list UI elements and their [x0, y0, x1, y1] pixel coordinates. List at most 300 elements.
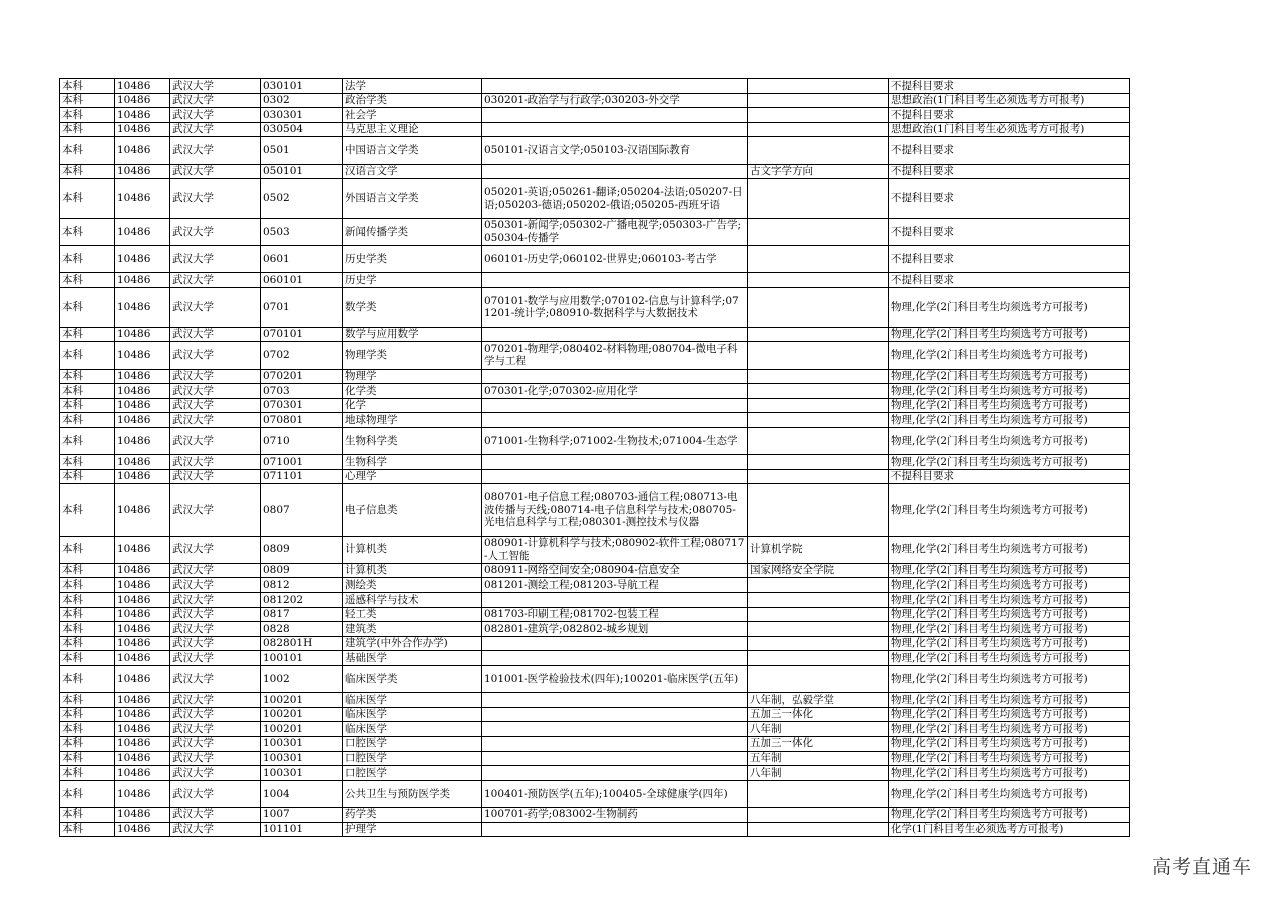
note-cell: [748, 273, 889, 288]
subject-requirement-cell: 物理,化学(2门科目考生均须选考方可报考): [889, 484, 1130, 536]
subject-requirement-cell: 物理,化学(2门科目考生均须选考方可报考): [889, 369, 1130, 384]
school-name-cell: 武汉大学: [170, 469, 261, 484]
school-code-cell: 10486: [115, 273, 170, 288]
included-majors-cell: [482, 413, 748, 428]
major-name-cell: 临床医学: [343, 693, 482, 708]
major-name-cell: 社会学: [343, 108, 482, 123]
included-majors-cell: 050101-汉语言文学;050103-汉语国际教育: [482, 137, 748, 164]
major-name-cell: 历史学: [343, 273, 482, 288]
subject-requirement-cell: 物理,化学(2门科目考生均须选考方可报考): [889, 607, 1130, 622]
table-row: [60, 780, 1130, 807]
included-majors-cell: 070201-物理学;080402-材料物理;080704-微电子科学与工程: [482, 342, 748, 369]
note-cell: [748, 484, 889, 536]
school-name-cell: 武汉大学: [170, 822, 261, 837]
subject-requirement-cell: 物理,化学(2门科目考生均须选考方可报考): [889, 563, 1130, 578]
table-row: [60, 384, 1130, 399]
major-code-cell: 070801: [261, 413, 343, 428]
table-row: [60, 413, 1130, 428]
school-code-cell: 10486: [115, 398, 170, 413]
school-code-cell: 10486: [115, 536, 170, 563]
major-name-cell: 护理学: [343, 822, 482, 837]
subject-requirement-cell: 物理,化学(2门科目考生均须选考方可报考): [889, 342, 1130, 369]
school-name-cell: 武汉大学: [170, 593, 261, 608]
included-majors-cell: [482, 273, 748, 288]
major-code-cell: 100301: [261, 766, 343, 781]
subject-requirement-cell: 物理,化学(2门科目考生均须选考方可报考): [889, 578, 1130, 593]
subject-requirement-cell: 不提科目要求: [889, 108, 1130, 123]
table-row: [60, 342, 1130, 369]
note-cell: [748, 93, 889, 108]
school-code-cell: 10486: [115, 122, 170, 137]
note-cell: [748, 179, 889, 219]
note-cell: [748, 593, 889, 608]
table-row: [60, 736, 1130, 751]
school-code-cell: 10486: [115, 665, 170, 692]
level-cell: 本科: [60, 707, 115, 722]
level-cell: 本科: [60, 164, 115, 179]
note-cell: [748, 122, 889, 137]
level-cell: 本科: [60, 593, 115, 608]
included-majors-cell: [482, 651, 748, 666]
school-name-cell: 武汉大学: [170, 273, 261, 288]
note-cell: [748, 607, 889, 622]
level-cell: 本科: [60, 622, 115, 637]
school-name-cell: 武汉大学: [170, 342, 261, 369]
school-name-cell: 武汉大学: [170, 246, 261, 273]
school-name-cell: 武汉大学: [170, 736, 261, 751]
major-code-cell: 1004: [261, 780, 343, 807]
note-cell: [748, 108, 889, 123]
included-majors-cell: 071001-生物科学;071002-生物技术;071004-生态学: [482, 427, 748, 454]
included-majors-cell: 080701-电子信息工程;080703-通信工程;080713-电波传播与天线;080714-电子信息科学与技术;080705-光电信息科学与工程;080301-测控技术与仪器: [482, 484, 748, 536]
note-cell: [748, 413, 889, 428]
table-row: [60, 563, 1130, 578]
table-row: [60, 484, 1130, 536]
school-code-cell: 10486: [115, 179, 170, 219]
watermark-text: 高考直通车: [1151, 856, 1252, 878]
school-name-cell: 武汉大学: [170, 164, 261, 179]
school-name-cell: 武汉大学: [170, 636, 261, 651]
included-majors-cell: 060101-历史学;060102-世界史;060103-考古学: [482, 246, 748, 273]
table-row: [60, 93, 1130, 108]
included-majors-cell: [482, 455, 748, 470]
subject-requirement-cell: 物理,化学(2门科目考生均须选考方可报考): [889, 327, 1130, 342]
included-majors-cell: 082801-建筑学;082802-城乡规划: [482, 622, 748, 637]
note-cell: [748, 822, 889, 837]
included-majors-cell: [482, 469, 748, 484]
level-cell: 本科: [60, 413, 115, 428]
level-cell: 本科: [60, 218, 115, 245]
subject-requirement-cell: 物理,化学(2门科目考生均须选考方可报考): [889, 665, 1130, 692]
included-majors-cell: 030201-政治学与行政学;030203-外交学: [482, 93, 748, 108]
subject-requirement-cell: 物理,化学(2门科目考生均须选考方可报考): [889, 722, 1130, 737]
note-cell: [748, 398, 889, 413]
major-name-cell: 生物科学类: [343, 427, 482, 454]
school-name-cell: 武汉大学: [170, 722, 261, 737]
note-cell: [748, 780, 889, 807]
school-code-cell: 10486: [115, 413, 170, 428]
level-cell: 本科: [60, 822, 115, 837]
school-code-cell: 10486: [115, 578, 170, 593]
school-name-cell: 武汉大学: [170, 384, 261, 399]
subject-requirement-cell: 思想政治(1门科目考生必须选考方可报考): [889, 122, 1130, 137]
table-row: [60, 398, 1130, 413]
major-code-cell: 100201: [261, 722, 343, 737]
major-code-cell: 0501: [261, 137, 343, 164]
school-code-cell: 10486: [115, 736, 170, 751]
major-code-cell: 081202: [261, 593, 343, 608]
major-code-cell: 0828: [261, 622, 343, 637]
included-majors-cell: 080911-网络空间安全;080904-信息安全: [482, 563, 748, 578]
school-name-cell: 武汉大学: [170, 693, 261, 708]
included-majors-cell: [482, 736, 748, 751]
table-row: [60, 665, 1130, 692]
subject-requirement-cell: 不提科目要求: [889, 79, 1130, 94]
included-majors-cell: 101001-医学检验技术(四年);100201-临床医学(五年): [482, 665, 748, 692]
major-name-cell: 公共卫生与预防医学类: [343, 780, 482, 807]
included-majors-cell: 050201-英语;050261-翻译;050204-法语;050207-日语;050203-德语;050202-俄语;050205-西班牙语: [482, 179, 748, 219]
level-cell: 本科: [60, 736, 115, 751]
table-row: [60, 164, 1130, 179]
level-cell: 本科: [60, 665, 115, 692]
major-name-cell: 口腔医学: [343, 766, 482, 781]
major-code-cell: 071101: [261, 469, 343, 484]
major-code-cell: 100201: [261, 693, 343, 708]
major-name-cell: 轻工类: [343, 607, 482, 622]
note-cell: 古文字学方向: [748, 164, 889, 179]
table-row: [60, 707, 1130, 722]
table-row: [60, 651, 1130, 666]
subject-requirement-cell: 不提科目要求: [889, 469, 1130, 484]
level-cell: 本科: [60, 563, 115, 578]
major-name-cell: 遥感科学与技术: [343, 593, 482, 608]
major-code-cell: 030504: [261, 122, 343, 137]
school-name-cell: 武汉大学: [170, 179, 261, 219]
note-cell: [748, 369, 889, 384]
note-cell: [748, 622, 889, 637]
school-code-cell: 10486: [115, 651, 170, 666]
major-code-cell: 050101: [261, 164, 343, 179]
school-name-cell: 武汉大学: [170, 622, 261, 637]
major-code-cell: 0710: [261, 427, 343, 454]
included-majors-cell: 050301-新闻学;050302-广播电视学;050303-广告学;050304-传播学: [482, 218, 748, 245]
subject-requirement-cell: 不提科目要求: [889, 179, 1130, 219]
table-row: [60, 246, 1130, 273]
level-cell: 本科: [60, 273, 115, 288]
level-cell: 本科: [60, 246, 115, 273]
subject-requirement-cell: 物理,化学(2门科目考生均须选考方可报考): [889, 766, 1130, 781]
major-name-cell: 新闻传播学类: [343, 218, 482, 245]
school-name-cell: 武汉大学: [170, 484, 261, 536]
note-cell: 五年制: [748, 751, 889, 766]
major-name-cell: 基础医学: [343, 651, 482, 666]
major-name-cell: 临床医学: [343, 722, 482, 737]
major-code-cell: 0809: [261, 536, 343, 563]
included-majors-cell: [482, 766, 748, 781]
school-code-cell: 10486: [115, 707, 170, 722]
major-name-cell: 化学类: [343, 384, 482, 399]
included-majors-cell: [482, 122, 748, 137]
included-majors-cell: [482, 822, 748, 837]
school-code-cell: 10486: [115, 622, 170, 637]
note-cell: [748, 807, 889, 822]
table-row: [60, 822, 1130, 837]
school-code-cell: 10486: [115, 384, 170, 399]
note-cell: [748, 287, 889, 327]
note-cell: [748, 665, 889, 692]
school-code-cell: 10486: [115, 722, 170, 737]
major-name-cell: 马克思主义理论: [343, 122, 482, 137]
major-name-cell: 临床医学类: [343, 665, 482, 692]
note-cell: 八年制: [748, 722, 889, 737]
table-row: [60, 607, 1130, 622]
school-name-cell: 武汉大学: [170, 563, 261, 578]
subject-requirement-cell: 不提科目要求: [889, 218, 1130, 245]
table-row: [60, 218, 1130, 245]
table-row: [60, 722, 1130, 737]
level-cell: 本科: [60, 469, 115, 484]
included-majors-cell: [482, 327, 748, 342]
level-cell: 本科: [60, 384, 115, 399]
major-code-cell: 0302: [261, 93, 343, 108]
school-name-cell: 武汉大学: [170, 780, 261, 807]
included-majors-cell: 081201-测绘工程;081203-导航工程: [482, 578, 748, 593]
major-name-cell: 临床医学: [343, 707, 482, 722]
note-cell: [748, 342, 889, 369]
table-row: [60, 536, 1130, 563]
major-code-cell: 0817: [261, 607, 343, 622]
table-row: [60, 369, 1130, 384]
level-cell: 本科: [60, 536, 115, 563]
level-cell: 本科: [60, 137, 115, 164]
major-code-cell: 070101: [261, 327, 343, 342]
major-code-cell: 100301: [261, 751, 343, 766]
school-name-cell: 武汉大学: [170, 665, 261, 692]
level-cell: 本科: [60, 693, 115, 708]
table-row: [60, 622, 1130, 637]
table-row: [60, 593, 1130, 608]
school-code-cell: 10486: [115, 780, 170, 807]
level-cell: 本科: [60, 108, 115, 123]
major-name-cell: 法学: [343, 79, 482, 94]
level-cell: 本科: [60, 766, 115, 781]
major-name-cell: 建筑类: [343, 622, 482, 637]
included-majors-cell: [482, 707, 748, 722]
major-name-cell: 口腔医学: [343, 751, 482, 766]
school-code-cell: 10486: [115, 327, 170, 342]
included-majors-cell: [482, 751, 748, 766]
subject-requirement-cell: 物理,化学(2门科目考生均须选考方可报考): [889, 651, 1130, 666]
table-body: [60, 79, 1130, 837]
major-name-cell: 口腔医学: [343, 736, 482, 751]
major-name-cell: 汉语言文学: [343, 164, 482, 179]
school-code-cell: 10486: [115, 455, 170, 470]
major-code-cell: 030101: [261, 79, 343, 94]
school-code-cell: 10486: [115, 693, 170, 708]
table-row: [60, 179, 1130, 219]
major-name-cell: 物理学类: [343, 342, 482, 369]
school-name-cell: 武汉大学: [170, 766, 261, 781]
school-code-cell: 10486: [115, 287, 170, 327]
school-code-cell: 10486: [115, 636, 170, 651]
level-cell: 本科: [60, 455, 115, 470]
school-name-cell: 武汉大学: [170, 536, 261, 563]
school-name-cell: 武汉大学: [170, 427, 261, 454]
school-code-cell: 10486: [115, 469, 170, 484]
major-code-cell: 0812: [261, 578, 343, 593]
included-majors-cell: [482, 164, 748, 179]
major-code-cell: 1007: [261, 807, 343, 822]
table-row: [60, 287, 1130, 327]
table-row: [60, 79, 1130, 94]
subject-requirement-cell: 思想政治(1门科目考生必须选考方可报考): [889, 93, 1130, 108]
level-cell: 本科: [60, 122, 115, 137]
included-majors-cell: 100701-药学;083002-生物制药: [482, 807, 748, 822]
subject-requirement-cell: 物理,化学(2门科目考生均须选考方可报考): [889, 707, 1130, 722]
level-cell: 本科: [60, 484, 115, 536]
school-name-cell: 武汉大学: [170, 455, 261, 470]
included-majors-cell: 070101-数学与应用数学;070102-信息与计算科学;071201-统计学;080910-数据科学与大数据技术: [482, 287, 748, 327]
included-majors-cell: [482, 398, 748, 413]
major-name-cell: 药学类: [343, 807, 482, 822]
school-name-cell: 武汉大学: [170, 413, 261, 428]
note-cell: [748, 636, 889, 651]
note-cell: [748, 469, 889, 484]
note-cell: [748, 79, 889, 94]
school-code-cell: 10486: [115, 369, 170, 384]
major-code-cell: 0807: [261, 484, 343, 536]
school-name-cell: 武汉大学: [170, 93, 261, 108]
major-code-cell: 0703: [261, 384, 343, 399]
included-majors-cell: [482, 636, 748, 651]
major-code-cell: 1002: [261, 665, 343, 692]
school-code-cell: 10486: [115, 607, 170, 622]
subject-requirement-cell: 化学(1门科目考生必须选考方可报考): [889, 822, 1130, 837]
subject-requirement-cell: 不提科目要求: [889, 273, 1130, 288]
level-cell: 本科: [60, 607, 115, 622]
school-name-cell: 武汉大学: [170, 707, 261, 722]
school-name-cell: 武汉大学: [170, 79, 261, 94]
school-name-cell: 武汉大学: [170, 398, 261, 413]
school-code-cell: 10486: [115, 593, 170, 608]
major-name-cell: 数学类: [343, 287, 482, 327]
included-majors-cell: 081703-印刷工程;081702-包装工程: [482, 607, 748, 622]
level-cell: 本科: [60, 427, 115, 454]
subject-requirement-cell: 不提科目要求: [889, 164, 1130, 179]
major-name-cell: 物理学: [343, 369, 482, 384]
school-name-cell: 武汉大学: [170, 287, 261, 327]
table-row: [60, 807, 1130, 822]
subject-requirement-cell: 物理,化学(2门科目考生均须选考方可报考): [889, 780, 1130, 807]
major-code-cell: 070201: [261, 369, 343, 384]
note-cell: [748, 327, 889, 342]
major-code-cell: 0601: [261, 246, 343, 273]
level-cell: 本科: [60, 369, 115, 384]
note-cell: 八年制，弘毅学堂: [748, 693, 889, 708]
major-name-cell: 心理学: [343, 469, 482, 484]
note-cell: 计算机学院: [748, 536, 889, 563]
school-code-cell: 10486: [115, 751, 170, 766]
major-code-cell: 100201: [261, 707, 343, 722]
school-code-cell: 10486: [115, 79, 170, 94]
school-code-cell: 10486: [115, 484, 170, 536]
level-cell: 本科: [60, 722, 115, 737]
note-cell: 国家网络安全学院: [748, 563, 889, 578]
table-row: [60, 578, 1130, 593]
major-code-cell: 0503: [261, 218, 343, 245]
subject-requirements-table: [59, 78, 1130, 837]
included-majors-cell: 100401-预防医学(五年);100405-全球健康学(四年): [482, 780, 748, 807]
level-cell: 本科: [60, 398, 115, 413]
included-majors-cell: [482, 593, 748, 608]
major-name-cell: 建筑学(中外合作办学): [343, 636, 482, 651]
major-name-cell: 计算机类: [343, 536, 482, 563]
note-cell: [748, 651, 889, 666]
level-cell: 本科: [60, 79, 115, 94]
major-name-cell: 数学与应用数学: [343, 327, 482, 342]
level-cell: 本科: [60, 636, 115, 651]
subject-requirement-cell: 不提科目要求: [889, 246, 1130, 273]
table-row: [60, 469, 1130, 484]
table-row: [60, 766, 1130, 781]
note-cell: [748, 246, 889, 273]
level-cell: 本科: [60, 751, 115, 766]
subject-requirement-cell: 物理,化学(2门科目考生均须选考方可报考): [889, 622, 1130, 637]
included-majors-cell: [482, 79, 748, 94]
included-majors-cell: 070301-化学;070302-应用化学: [482, 384, 748, 399]
included-majors-cell: [482, 693, 748, 708]
level-cell: 本科: [60, 651, 115, 666]
major-code-cell: 100301: [261, 736, 343, 751]
subject-requirement-cell: 物理,化学(2门科目考生均须选考方可报考): [889, 287, 1130, 327]
major-code-cell: 0809: [261, 563, 343, 578]
major-code-cell: 082801H: [261, 636, 343, 651]
table-row: [60, 137, 1130, 164]
major-code-cell: 0701: [261, 287, 343, 327]
level-cell: 本科: [60, 287, 115, 327]
note-cell: [748, 137, 889, 164]
subject-requirement-cell: 物理,化学(2门科目考生均须选考方可报考): [889, 636, 1130, 651]
subject-requirement-cell: 物理,化学(2门科目考生均须选考方可报考): [889, 593, 1130, 608]
major-name-cell: 地球物理学: [343, 413, 482, 428]
subject-requirement-cell: 物理,化学(2门科目考生均须选考方可报考): [889, 693, 1130, 708]
major-code-cell: 070301: [261, 398, 343, 413]
school-name-cell: 武汉大学: [170, 137, 261, 164]
note-cell: [748, 578, 889, 593]
major-code-cell: 071001: [261, 455, 343, 470]
major-name-cell: 计算机类: [343, 563, 482, 578]
major-name-cell: 生物科学: [343, 455, 482, 470]
level-cell: 本科: [60, 578, 115, 593]
subject-requirement-cell: 不提科目要求: [889, 137, 1130, 164]
school-name-cell: 武汉大学: [170, 651, 261, 666]
major-name-cell: 外国语言文学类: [343, 179, 482, 219]
note-cell: [748, 218, 889, 245]
school-name-cell: 武汉大学: [170, 327, 261, 342]
subject-requirement-cell: 物理,化学(2门科目考生均须选考方可报考): [889, 398, 1130, 413]
note-cell: [748, 427, 889, 454]
major-code-cell: 0502: [261, 179, 343, 219]
major-code-cell: 0702: [261, 342, 343, 369]
school-code-cell: 10486: [115, 342, 170, 369]
included-majors-cell: [482, 369, 748, 384]
major-code-cell: 030301: [261, 108, 343, 123]
table-row: [60, 273, 1130, 288]
major-name-cell: 化学: [343, 398, 482, 413]
school-code-cell: 10486: [115, 137, 170, 164]
school-code-cell: 10486: [115, 93, 170, 108]
level-cell: 本科: [60, 327, 115, 342]
